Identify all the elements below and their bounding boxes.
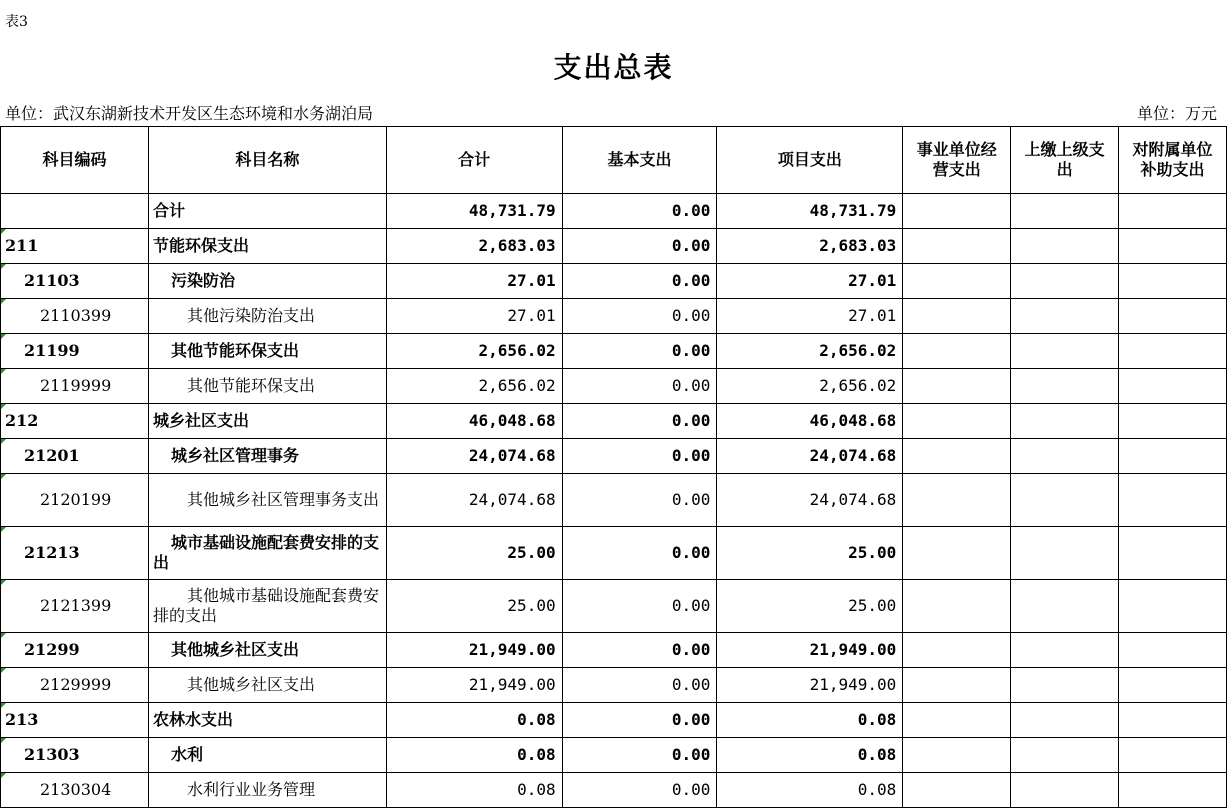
cell-total: 0.08: [386, 773, 562, 808]
cell-remit-to-superior: [1011, 703, 1119, 738]
cell-subsidy-to-affiliates: [1119, 703, 1227, 738]
cell-subject-name: 其他污染防治支出: [148, 299, 386, 334]
cell-remit-to-superior: [1011, 773, 1119, 808]
cell-business-operation-expenditure: [903, 194, 1011, 229]
cell-subject-name: 其他节能环保支出: [148, 334, 386, 369]
cell-subsidy-to-affiliates: [1119, 773, 1227, 808]
cell-business-operation-expenditure: [903, 474, 1011, 527]
cell-subject-code: 21299: [1, 633, 149, 668]
cell-remit-to-superior: [1011, 439, 1119, 474]
cell-total: 48,731.79: [386, 194, 562, 229]
cell-basic-expenditure: 0.00: [562, 474, 717, 527]
cell-subsidy-to-affiliates: [1119, 580, 1227, 633]
cell-business-operation-expenditure: [903, 738, 1011, 773]
table-row: [1, 668, 1227, 703]
cell-subject-code: 2121399: [1, 580, 149, 633]
cell-project-expenditure: 0.08: [717, 738, 903, 773]
cell-subject-name: 水利: [148, 738, 386, 773]
cell-business-operation-expenditure: [903, 773, 1011, 808]
cell-subsidy-to-affiliates: [1119, 738, 1227, 773]
cell-remit-to-superior: [1011, 229, 1119, 264]
header-basic-expenditure: 基本支出: [562, 127, 717, 194]
header-total: 合计: [386, 127, 562, 194]
cell-remit-to-superior: [1011, 404, 1119, 439]
cell-subsidy-to-affiliates: [1119, 369, 1227, 404]
header-remit-to-superior: 上缴上级支出: [1011, 127, 1119, 194]
cell-subject-name: 合计: [148, 194, 386, 229]
header-subject-code: 科目编码: [1, 127, 149, 194]
cell-project-expenditure: 21,949.00: [717, 668, 903, 703]
cell-subject-code: 211: [1, 229, 149, 264]
cell-subject-code: 21303: [1, 738, 149, 773]
currency-unit-label: 单位：万元: [1136, 104, 1217, 123]
cell-subject-code: 213: [1, 703, 149, 738]
cell-project-expenditure: 46,048.68: [717, 404, 903, 439]
cell-project-expenditure: 21,949.00: [717, 633, 903, 668]
cell-subject-code: 2119999: [1, 369, 149, 404]
cell-total: 2,656.02: [386, 369, 562, 404]
department-unit-label: 单位：武汉东湖新技术开发区生态环境和水务湖泊局: [5, 104, 374, 123]
cell-basic-expenditure: 0.00: [562, 580, 717, 633]
cell-subject-name: 其他城乡社区支出: [148, 633, 386, 668]
cell-subsidy-to-affiliates: [1119, 474, 1227, 527]
cell-total: 24,074.68: [386, 439, 562, 474]
table-row: [1, 439, 1227, 474]
cell-subject-name: 城乡社区支出: [148, 404, 386, 439]
cell-business-operation-expenditure: [903, 668, 1011, 703]
cell-remit-to-superior: [1011, 474, 1119, 527]
cell-basic-expenditure: 0.00: [562, 229, 717, 264]
cell-project-expenditure: 27.01: [717, 299, 903, 334]
cell-subsidy-to-affiliates: [1119, 668, 1227, 703]
cell-total: 0.08: [386, 703, 562, 738]
cell-total: 27.01: [386, 299, 562, 334]
cell-business-operation-expenditure: [903, 229, 1011, 264]
cell-subject-code: [1, 194, 149, 229]
cell-project-expenditure: 24,074.68: [717, 439, 903, 474]
cell-subject-name: 其他节能环保支出: [148, 369, 386, 404]
cell-total: 2,656.02: [386, 334, 562, 369]
cell-total: 27.01: [386, 264, 562, 299]
cell-subsidy-to-affiliates: [1119, 439, 1227, 474]
table-header-row: [1, 127, 1227, 194]
cell-project-expenditure: 2,683.03: [717, 229, 903, 264]
cell-subject-code: 2130304: [1, 773, 149, 808]
cell-remit-to-superior: [1011, 264, 1119, 299]
cell-basic-expenditure: 0.00: [562, 439, 717, 474]
page-title: 支出总表: [553, 51, 674, 84]
cell-subsidy-to-affiliates: [1119, 229, 1227, 264]
cell-total: 46,048.68: [386, 404, 562, 439]
header-business-operation-expenditure: 事业单位经营支出: [903, 127, 1011, 194]
cell-total: 21,949.00: [386, 668, 562, 703]
cell-subsidy-to-affiliates: [1119, 299, 1227, 334]
cell-business-operation-expenditure: [903, 264, 1011, 299]
cell-basic-expenditure: 0.00: [562, 334, 717, 369]
table-row: [1, 773, 1227, 808]
cell-remit-to-superior: [1011, 668, 1119, 703]
cell-subject-code: 212: [1, 404, 149, 439]
cell-subject-code: 2120199: [1, 474, 149, 527]
cell-project-expenditure: 25.00: [717, 580, 903, 633]
table-row: [1, 527, 1227, 580]
cell-remit-to-superior: [1011, 299, 1119, 334]
cell-project-expenditure: 2,656.02: [717, 334, 903, 369]
header-project-expenditure: 项目支出: [717, 127, 903, 194]
cell-total: 0.08: [386, 738, 562, 773]
cell-basic-expenditure: 0.00: [562, 404, 717, 439]
cell-project-expenditure: 27.01: [717, 264, 903, 299]
table-row: [1, 194, 1227, 229]
cell-subject-name: 城乡社区管理事务: [148, 439, 386, 474]
cell-subject-name: 其他城乡社区管理事务支出: [148, 474, 386, 527]
cell-remit-to-superior: [1011, 369, 1119, 404]
cell-project-expenditure: 25.00: [717, 527, 903, 580]
cell-subject-name: 其他城市基础设施配套费安排的支出: [148, 580, 386, 633]
cell-basic-expenditure: 0.00: [562, 633, 717, 668]
cell-subsidy-to-affiliates: [1119, 404, 1227, 439]
cell-project-expenditure: 0.08: [717, 773, 903, 808]
cell-subject-name: 污染防治: [148, 264, 386, 299]
cell-basic-expenditure: 0.00: [562, 703, 717, 738]
expenditure-table: [0, 126, 1227, 808]
cell-remit-to-superior: [1011, 194, 1119, 229]
cell-subsidy-to-affiliates: [1119, 334, 1227, 369]
cell-total: 2,683.03: [386, 229, 562, 264]
cell-remit-to-superior: [1011, 527, 1119, 580]
cell-project-expenditure: 24,074.68: [717, 474, 903, 527]
cell-business-operation-expenditure: [903, 299, 1011, 334]
cell-remit-to-superior: [1011, 580, 1119, 633]
cell-basic-expenditure: 0.00: [562, 299, 717, 334]
cell-subject-code: 21103: [1, 264, 149, 299]
table-number-label: 表3: [5, 14, 28, 30]
table-row: [1, 738, 1227, 773]
cell-basic-expenditure: 0.00: [562, 738, 717, 773]
table-row: [1, 633, 1227, 668]
table-row: [1, 580, 1227, 633]
cell-subsidy-to-affiliates: [1119, 527, 1227, 580]
cell-remit-to-superior: [1011, 633, 1119, 668]
cell-basic-expenditure: 0.00: [562, 773, 717, 808]
cell-total: 21,949.00: [386, 633, 562, 668]
cell-subject-name: 其他城乡社区支出: [148, 668, 386, 703]
cell-subsidy-to-affiliates: [1119, 264, 1227, 299]
cell-business-operation-expenditure: [903, 334, 1011, 369]
table-row: [1, 229, 1227, 264]
cell-project-expenditure: 0.08: [717, 703, 903, 738]
cell-basic-expenditure: 0.00: [562, 668, 717, 703]
table-row: [1, 474, 1227, 527]
cell-subject-code: 21213: [1, 527, 149, 580]
cell-subsidy-to-affiliates: [1119, 194, 1227, 229]
cell-subject-code: 21201: [1, 439, 149, 474]
cell-basic-expenditure: 0.00: [562, 194, 717, 229]
cell-business-operation-expenditure: [903, 633, 1011, 668]
table-row: [1, 264, 1227, 299]
cell-project-expenditure: 48,731.79: [717, 194, 903, 229]
cell-basic-expenditure: 0.00: [562, 369, 717, 404]
table-row: [1, 299, 1227, 334]
table-body: [1, 194, 1227, 808]
table-row: [1, 369, 1227, 404]
cell-subject-code: 2110399: [1, 299, 149, 334]
cell-subject-name: 节能环保支出: [148, 229, 386, 264]
cell-remit-to-superior: [1011, 738, 1119, 773]
cell-subject-code: 2129999: [1, 668, 149, 703]
cell-business-operation-expenditure: [903, 527, 1011, 580]
cell-subject-name: 城市基础设施配套费安排的支出: [148, 527, 386, 580]
header-subsidy-to-affiliates: 对附属单位补助支出: [1119, 127, 1227, 194]
cell-total: 25.00: [386, 580, 562, 633]
cell-business-operation-expenditure: [903, 439, 1011, 474]
cell-subsidy-to-affiliates: [1119, 633, 1227, 668]
cell-subject-code: 21199: [1, 334, 149, 369]
cell-remit-to-superior: [1011, 334, 1119, 369]
cell-business-operation-expenditure: [903, 580, 1011, 633]
cell-total: 24,074.68: [386, 474, 562, 527]
cell-basic-expenditure: 0.00: [562, 527, 717, 580]
table-row: [1, 404, 1227, 439]
cell-total: 25.00: [386, 527, 562, 580]
table-row: [1, 334, 1227, 369]
table-row: [1, 703, 1227, 738]
cell-business-operation-expenditure: [903, 369, 1011, 404]
cell-subject-name: 水利行业业务管理: [148, 773, 386, 808]
cell-subject-name: 农林水支出: [148, 703, 386, 738]
cell-project-expenditure: 2,656.02: [717, 369, 903, 404]
cell-business-operation-expenditure: [903, 404, 1011, 439]
cell-basic-expenditure: 0.00: [562, 264, 717, 299]
cell-business-operation-expenditure: [903, 703, 1011, 738]
header-subject-name: 科目名称: [148, 127, 386, 194]
